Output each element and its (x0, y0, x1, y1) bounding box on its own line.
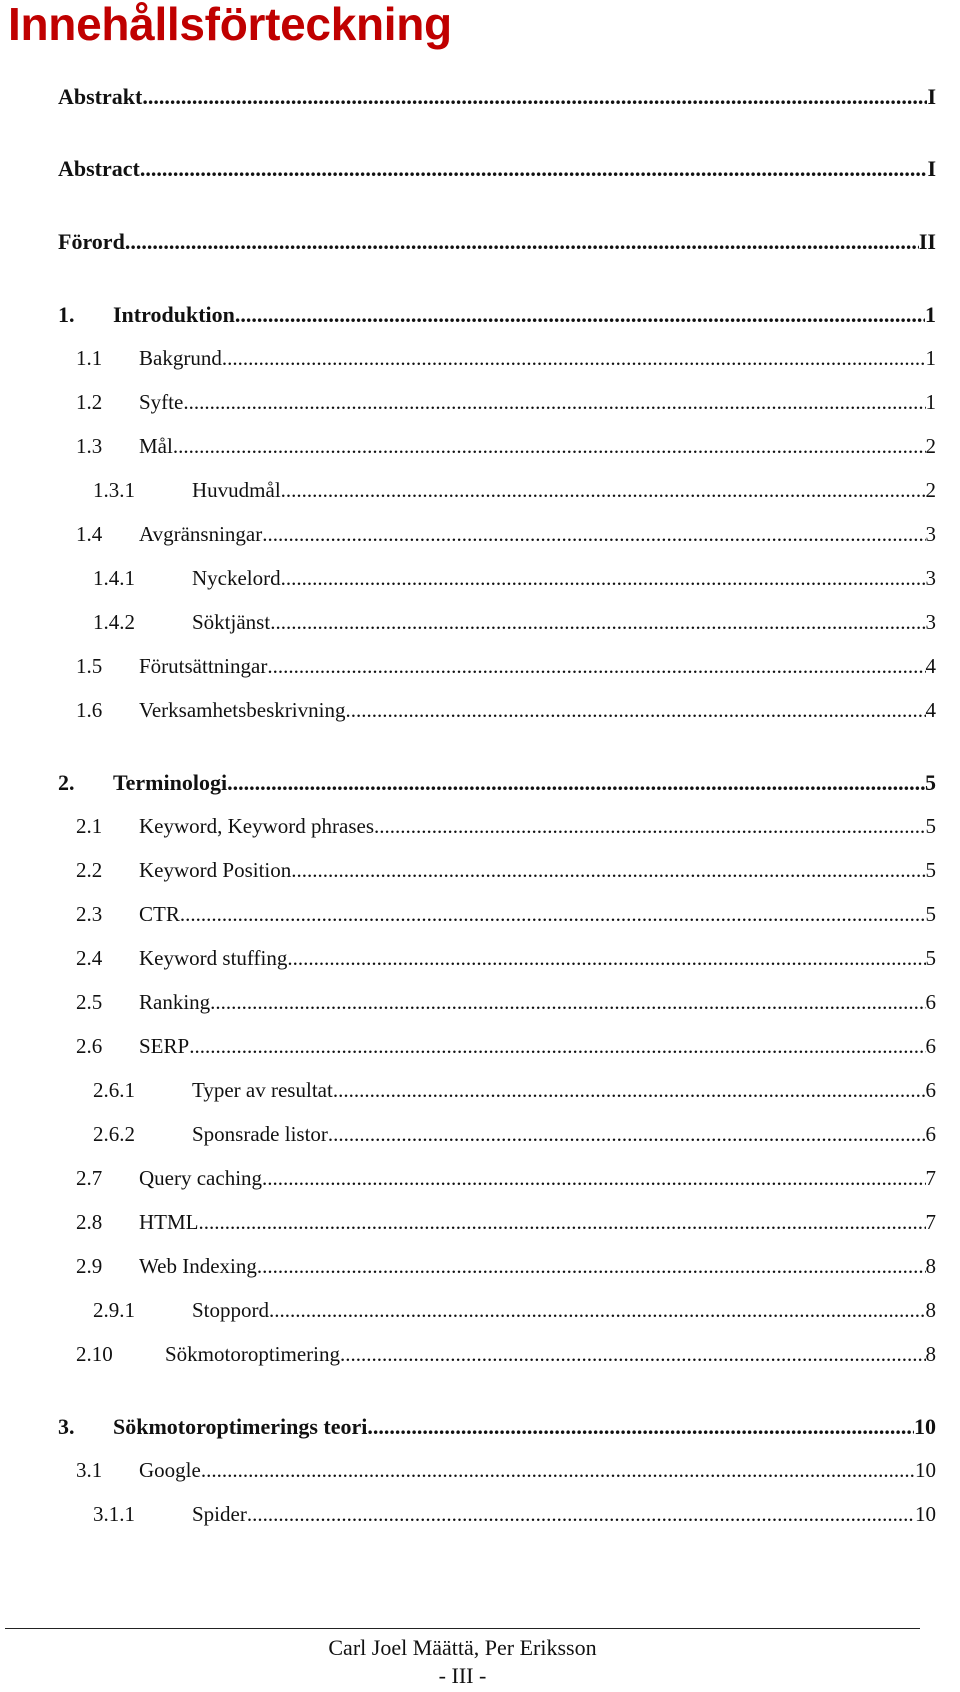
toc-entry-number: 1.4.2 (93, 610, 135, 634)
toc-entry-page: 6 (925, 1078, 936, 1102)
toc-entry[interactable] (0, 566, 960, 596)
toc-entry-leader-line (139, 946, 936, 971)
toc-entry-page: 10 (915, 1502, 936, 1526)
toc-entry-page: 4 (925, 654, 936, 678)
toc-entry-leader-line (139, 434, 936, 459)
toc-entry-leader-line (113, 770, 936, 796)
toc-entry-title: Abstract (58, 156, 140, 181)
toc-entry-title: Bakgrund (139, 346, 222, 370)
toc-entry-title: Verksamhetsbeskrivning (139, 698, 346, 722)
toc-entry-page: 5 (925, 814, 936, 838)
toc-entry[interactable] (0, 390, 960, 420)
toc-entry-number: 2.1 (76, 814, 103, 838)
toc-entry-title: Förord (58, 229, 125, 254)
toc-entry-leader-line (139, 698, 936, 723)
toc-entry[interactable] (0, 610, 960, 640)
toc-dot-leader (281, 478, 926, 503)
toc-entry-page: 5 (925, 946, 936, 970)
toc-entry-title: SERP (139, 1034, 190, 1058)
toc-entry-page: 10 (915, 1458, 936, 1482)
toc-entry-title: Google (139, 1458, 201, 1482)
page-title: Innehållsförteckning (8, 0, 452, 50)
toc-entry[interactable] (0, 770, 960, 800)
toc-entry-page: 1 (925, 390, 936, 414)
toc-entry-number: 2.8 (76, 1210, 103, 1234)
toc-entry-leader-line (139, 858, 936, 883)
toc-entry-leader-line (139, 654, 936, 679)
toc-entry-title: Söktjänst (192, 610, 271, 634)
toc-dot-leader (222, 346, 926, 371)
toc-entry-page: 1 (925, 346, 936, 370)
toc-entry-page: 6 (925, 990, 936, 1014)
toc-entry-leader-line (139, 902, 936, 927)
toc-entry-number: 2.6.2 (93, 1122, 135, 1146)
toc-entry-leader-line (192, 1298, 936, 1323)
toc-entry-number: 1.1 (76, 346, 103, 370)
toc-entry-title: Abstrakt (58, 84, 143, 109)
toc-dot-leader (257, 1254, 926, 1279)
toc-entry[interactable] (0, 858, 960, 888)
toc-dot-leader (281, 566, 926, 591)
footer-authors: Carl Joel Määttä, Per Eriksson (328, 1635, 597, 1660)
toc-entry-title: Stoppord (192, 1298, 270, 1322)
toc-entry-number: 3.1.1 (93, 1502, 135, 1526)
toc-entry-title: Typer av resultat (192, 1078, 333, 1102)
toc-entry-page: 8 (925, 1254, 936, 1278)
toc-entry-page: 10 (914, 1414, 936, 1439)
toc-dot-leader (287, 946, 925, 971)
toc-entry-title: Mål (139, 434, 173, 458)
toc-entry-number: 2.5 (76, 990, 103, 1014)
toc-entry-number: 1.5 (76, 654, 103, 678)
toc-entry-number: 2.10 (76, 1342, 113, 1366)
toc-dot-leader (140, 156, 928, 182)
toc-entry-leader-line (58, 229, 936, 255)
toc-entry-page: 7 (925, 1210, 936, 1234)
toc-entry-page: 1 (925, 302, 936, 327)
toc-entry-leader-line (58, 84, 936, 110)
toc-entry-leader-line (139, 814, 936, 839)
toc-entry-page: 3 (925, 566, 936, 590)
toc-entry-page: 8 (925, 1342, 936, 1366)
toc-entry-title: HTML (139, 1210, 199, 1234)
toc-entry-number: 2.7 (76, 1166, 103, 1190)
toc-entry-title: Keyword stuffing (139, 946, 288, 970)
toc-entry[interactable] (0, 302, 960, 332)
toc-dot-leader (173, 434, 926, 459)
toc-entry-leader-line (113, 1414, 936, 1440)
toc-entry-title: Nyckelord (192, 566, 281, 590)
toc-entry-title: Sponsrade listor (192, 1122, 328, 1146)
toc-entry-page: 4 (925, 698, 936, 722)
toc-entry-title: Förutsättningar (139, 654, 268, 678)
toc-entry-page: 2 (925, 434, 936, 458)
toc-entry[interactable] (0, 84, 960, 114)
toc-entry-title: Terminologi (113, 770, 228, 795)
toc-dot-leader (367, 1414, 914, 1440)
toc-dot-leader (247, 1502, 915, 1527)
toc-entry-number: 1.3.1 (93, 478, 135, 502)
toc-entry-title: Keyword, Keyword phrases (139, 814, 375, 838)
toc-entry[interactable] (0, 814, 960, 844)
toc-entry-leader-line (165, 1342, 936, 1367)
toc-entry-page: 3 (925, 522, 936, 546)
toc-entry-title: CTR (139, 902, 180, 926)
toc-entry-leader-line (139, 1034, 936, 1059)
toc-dot-leader (125, 229, 919, 255)
toc-dot-leader (269, 1298, 925, 1323)
toc-entry[interactable] (0, 1298, 960, 1328)
toc-entry[interactable] (0, 946, 960, 976)
toc-entry-page: 3 (925, 610, 936, 634)
toc-entry-leader-line (139, 390, 936, 415)
toc-entry-number: 2.6.1 (93, 1078, 135, 1102)
toc-entry[interactable] (0, 1414, 960, 1444)
toc-entry-number: 2.9 (76, 1254, 103, 1278)
toc-dot-leader (374, 814, 925, 839)
toc-entry[interactable] (0, 434, 960, 464)
toc-entry-number: 1. (58, 302, 75, 327)
footer-divider (5, 1628, 920, 1629)
toc-entry-page: I (927, 156, 936, 181)
toc-entry[interactable] (0, 229, 960, 259)
toc-entry-leader-line (192, 1122, 936, 1147)
toc-dot-leader (180, 902, 926, 927)
toc-entry-page: I (927, 84, 936, 109)
toc-entry-number: 1.2 (76, 390, 103, 414)
toc-dot-leader (189, 1034, 925, 1059)
toc-dot-leader (333, 1078, 926, 1103)
toc-entry-page: 8 (925, 1298, 936, 1322)
toc-dot-leader (270, 610, 925, 635)
toc-entry-leader-line (139, 346, 936, 371)
toc-entry-number: 2.2 (76, 858, 103, 882)
toc-dot-leader (262, 522, 925, 547)
toc-dot-leader (235, 302, 925, 328)
toc-entry-number: 1.3 (76, 434, 103, 458)
toc-entry-page: 5 (925, 902, 936, 926)
toc-entry-number: 1.6 (76, 698, 103, 722)
toc-entry[interactable] (0, 1502, 960, 1532)
toc-entry-page: 6 (925, 1034, 936, 1058)
toc-dot-leader (340, 1342, 926, 1367)
toc-entry[interactable] (0, 990, 960, 1020)
toc-entry-title: Spider (192, 1502, 247, 1526)
toc-entry-leader-line (58, 156, 936, 182)
toc-entry[interactable] (0, 698, 960, 728)
toc-dot-leader (345, 698, 925, 723)
toc-dot-leader (142, 84, 927, 110)
toc-entry[interactable] (0, 1034, 960, 1064)
toc-entry-leader-line (113, 302, 936, 328)
toc-dot-leader (201, 1458, 915, 1483)
toc-dot-leader (267, 654, 925, 679)
toc-entry[interactable] (0, 156, 960, 186)
toc-entry-title: Query caching (139, 1166, 263, 1190)
toc-dot-leader (227, 770, 925, 796)
toc-dot-leader (183, 390, 925, 415)
toc-dot-leader (262, 1166, 925, 1191)
toc-entry[interactable] (0, 1210, 960, 1240)
toc-entry-leader-line (192, 610, 936, 635)
toc-entry-title: Sökmotoroptimerings teori (113, 1414, 368, 1439)
toc-entry-leader-line (139, 990, 936, 1015)
toc-entry-number: 3.1 (76, 1458, 103, 1482)
toc-entry[interactable] (0, 902, 960, 932)
toc-entry-title: Huvudmål (192, 478, 281, 502)
toc-entry-title: Sökmotoroptimering (165, 1342, 340, 1366)
toc-entry[interactable] (0, 1254, 960, 1284)
toc-entry[interactable] (0, 1458, 960, 1488)
toc-entry-title: Syfte (139, 390, 184, 414)
footer-page-number: - III - (438, 1663, 487, 1688)
toc-entry-leader-line (139, 1166, 936, 1191)
toc-entry-leader-line (139, 1254, 936, 1279)
toc-entry[interactable] (0, 654, 960, 684)
toc-entry-number: 1.4 (76, 522, 103, 546)
toc-entry-page: 2 (925, 478, 936, 502)
toc-entry-page: 7 (925, 1166, 936, 1190)
toc-entry-number: 2.4 (76, 946, 103, 970)
toc-dot-leader (210, 990, 925, 1015)
toc-entry[interactable] (0, 522, 960, 552)
toc-entry-leader-line (139, 1210, 936, 1235)
toc-entry-number: 1.4.1 (93, 566, 135, 590)
toc-entry-leader-line (192, 478, 936, 503)
toc-dot-leader (199, 1210, 926, 1235)
toc-entry-title: Ranking (139, 990, 211, 1014)
toc-entry[interactable] (0, 1342, 960, 1372)
toc-entry[interactable] (0, 1122, 960, 1152)
toc-entry[interactable] (0, 478, 960, 508)
toc-entry[interactable] (0, 1166, 960, 1196)
toc-entry-title: Introduktion (113, 302, 235, 327)
toc-dot-leader (328, 1122, 926, 1147)
toc-entry-title: Web Indexing (139, 1254, 257, 1278)
toc-dot-leader (291, 858, 925, 883)
toc-entry-title: Keyword Position (139, 858, 292, 882)
toc-entry-number: 2.3 (76, 902, 103, 926)
toc-entry-number: 2. (58, 770, 75, 795)
toc-entry-number: 2.6 (76, 1034, 103, 1058)
toc-entry-leader-line (139, 522, 936, 547)
toc-entry-page: 5 (925, 858, 936, 882)
toc-entry-leader-line (139, 1458, 936, 1483)
toc-entry-number: 3. (58, 1414, 75, 1439)
toc-entry-page: 6 (925, 1122, 936, 1146)
toc-entry-leader-line (192, 1502, 936, 1527)
toc-entry-leader-line (192, 1078, 936, 1103)
toc-entry-page: 5 (925, 770, 936, 795)
toc-entry-number: 2.9.1 (93, 1298, 135, 1322)
toc-entry-page: II (918, 229, 936, 254)
toc-entry-title: Avgränsningar (139, 522, 263, 546)
toc-entry[interactable] (0, 1078, 960, 1108)
toc-entry[interactable] (0, 346, 960, 376)
toc-entry-leader-line (192, 566, 936, 591)
